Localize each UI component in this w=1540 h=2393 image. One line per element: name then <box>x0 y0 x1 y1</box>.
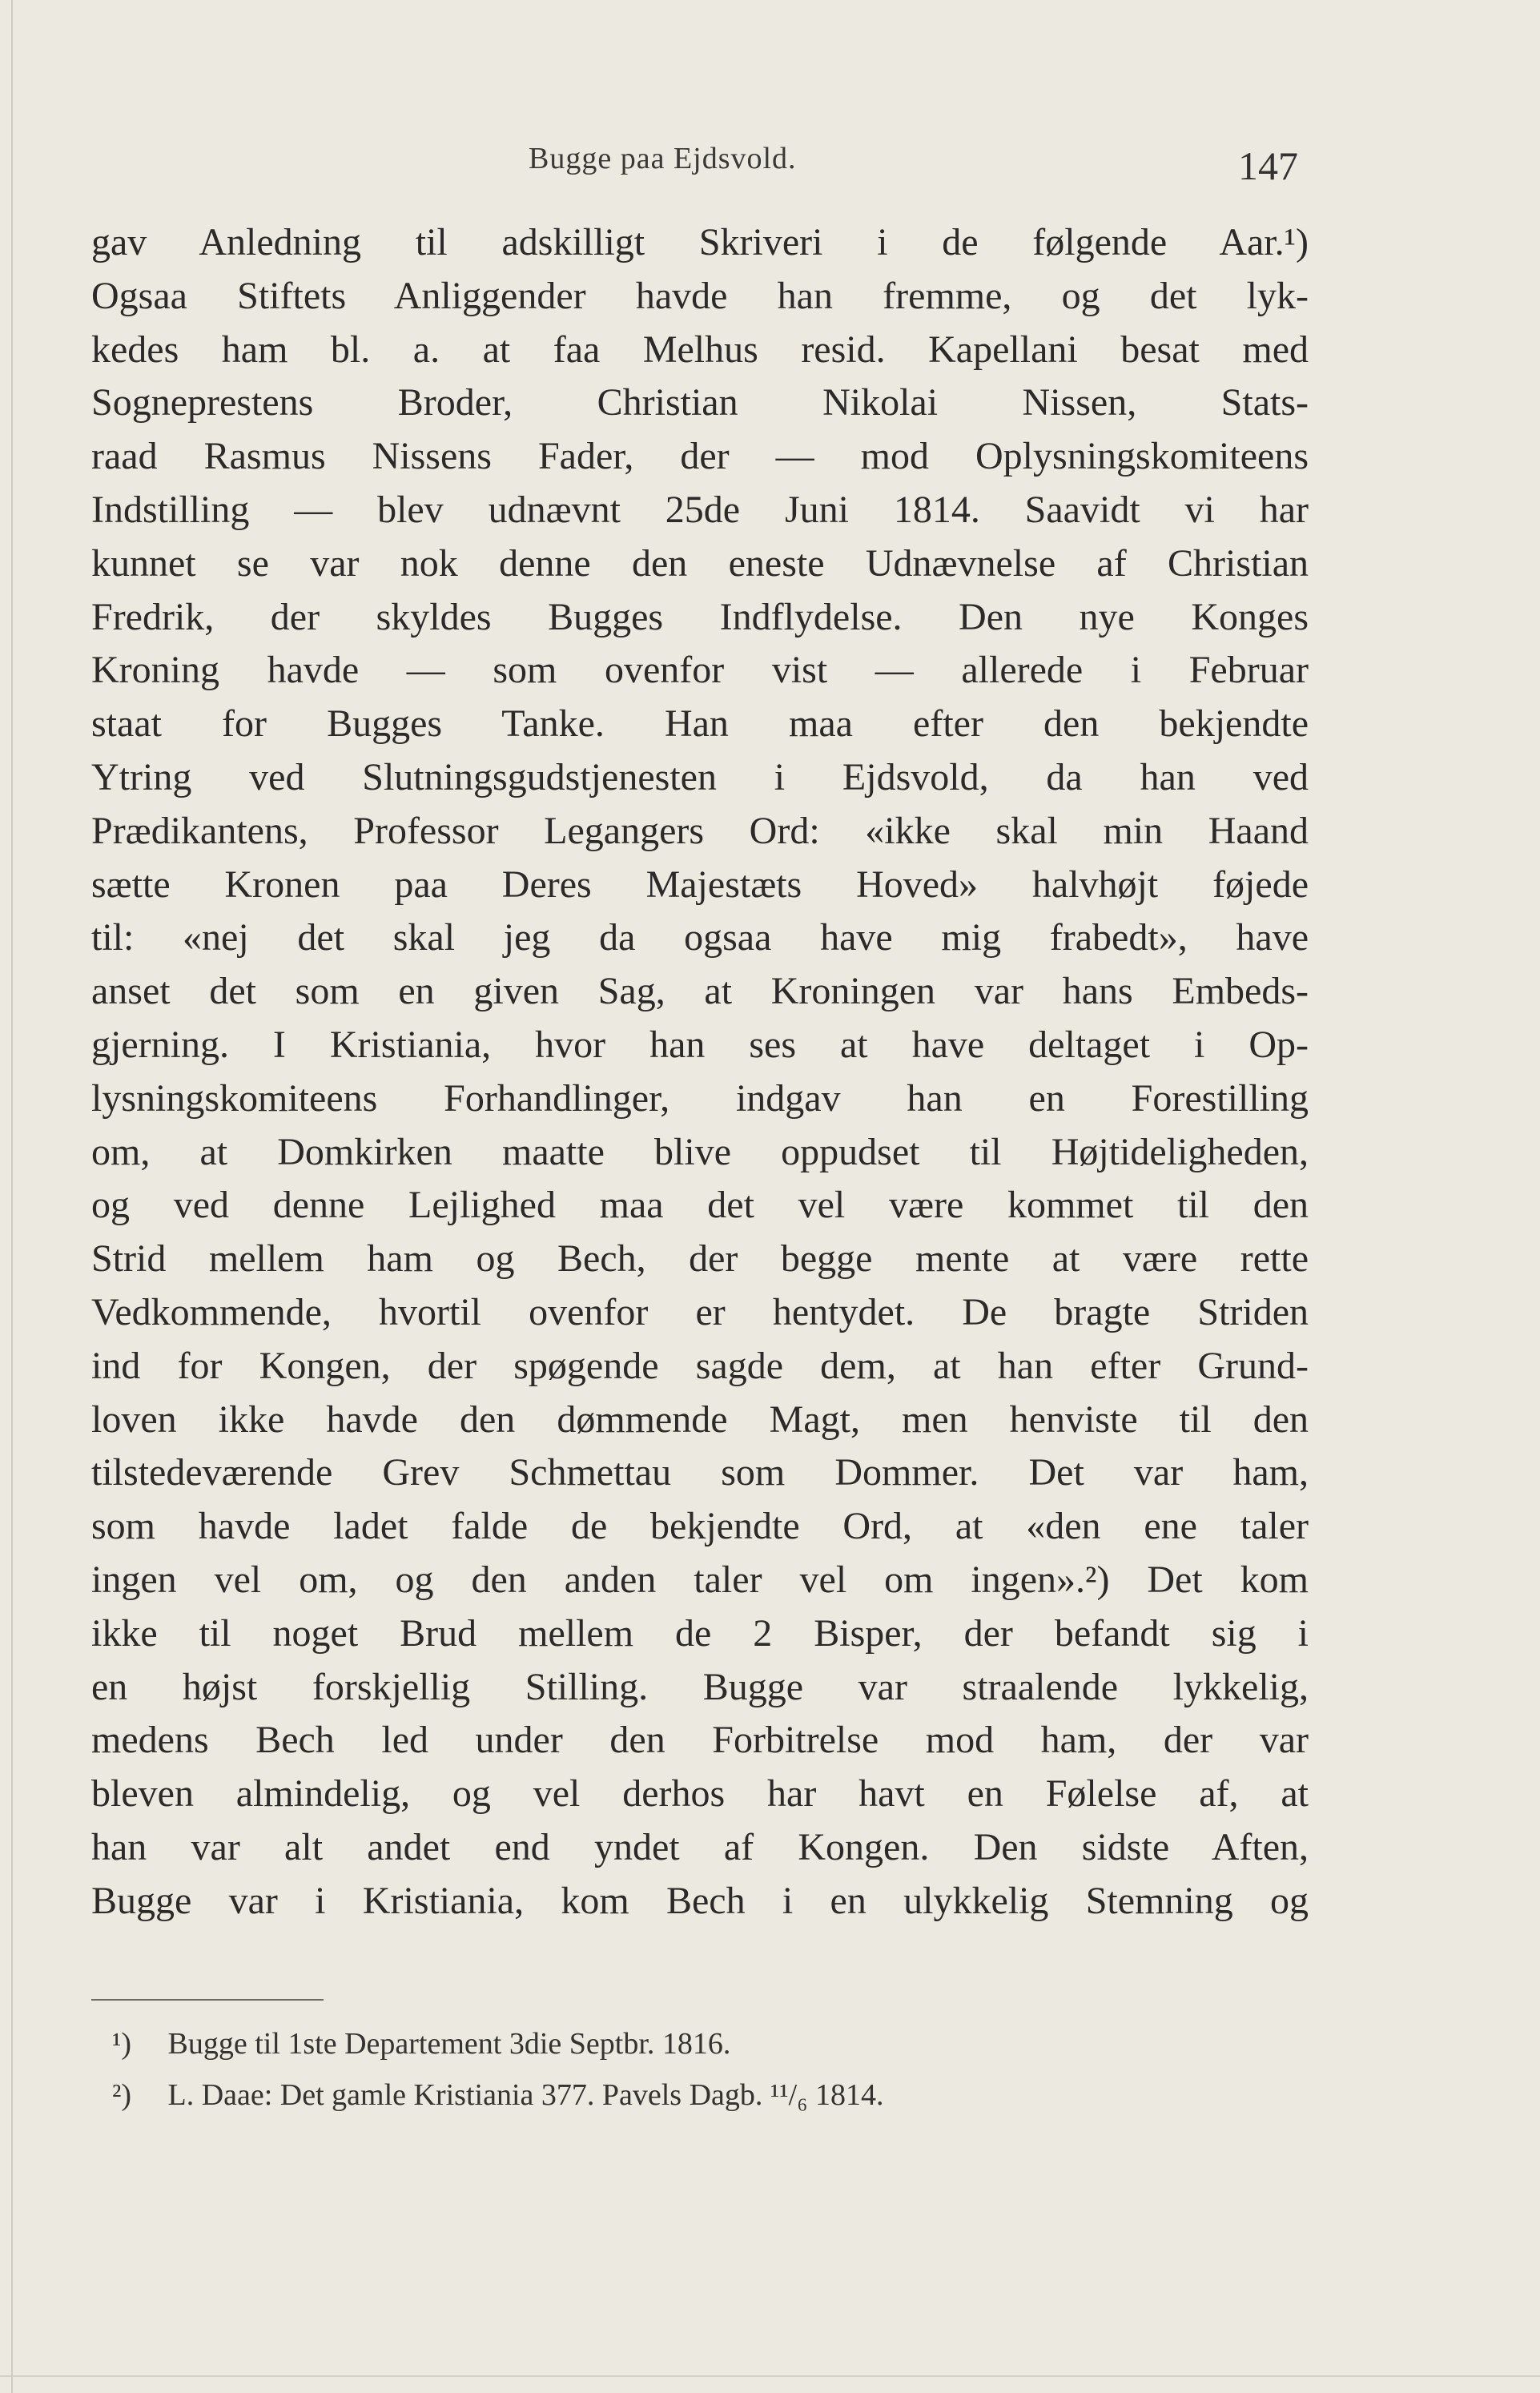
text-line: en højst forskjellig Stilling. Bugge var straalende lykkelig, <box>91 1665 1309 1708</box>
text-line: om, at Domkirken maatte blive oppudset til Højtideligheden, <box>91 1130 1309 1173</box>
text-line: gav Anledning til adskilligt Skriveri i de følgende Aar.¹) <box>91 221 1309 263</box>
page-edge-line <box>11 0 13 2393</box>
text-line: han var alt andet end yndet af Kongen. Den sidste Aften, <box>91 1825 1309 1868</box>
running-head <box>0 135 1540 188</box>
text-line: som havde ladet falde de bekjendte Ord, at «den ene taler <box>91 1505 1309 1548</box>
page-bottom-edge <box>0 2375 1540 2377</box>
text-line: ind for Kongen, der spøgende sagde dem, at han efter Grund- <box>91 1344 1309 1387</box>
footnote-text: L. Daae: Det gamle Kristiania 377. Pavels Dagb. ¹¹/₆ 1814. <box>167 2078 884 2112</box>
running-title: Bugge paa Ejdsvold. <box>529 142 797 175</box>
text-line: Indstilling — blev udnævnt 25de Juni 1814. Saavidt vi har <box>91 488 1309 531</box>
footnotes <box>112 2018 1233 2121</box>
text-line: Sogneprestens Broder, Christian Nikolai Nissen, Stats- <box>91 381 1309 424</box>
text-line: til: «nej det skal jeg da ogsaa have mig frabedt», have <box>91 916 1309 959</box>
footnote <box>112 2069 1233 2121</box>
text-line: Ytring ved Slutningsgudstjenesten i Ejdsvold, da han ved <box>91 755 1309 798</box>
text-line: ikke til noget Brud mellem de 2 Bisper, der befandt sig i <box>91 1611 1309 1655</box>
text-line: kedes ham bl. a. at faa Melhus resid. Kapellani besat med <box>91 328 1309 371</box>
text-line: Strid mellem ham og Bech, der begge mente at være rette <box>91 1237 1309 1281</box>
footnote-mark: ²) <box>112 2078 132 2112</box>
text-line: bleven almindelig, og vel derhos har havt en Følelse af, at <box>91 1772 1309 1816</box>
text-line: raad Rasmus Nissens Fader, der — mod Oplysningskomiteens <box>91 435 1309 478</box>
footnote-mark: ¹) <box>112 2027 132 2061</box>
body-text <box>91 216 1309 1928</box>
text-line: Vedkommende, hvortil ovenfor er hentydet. De bragte Striden <box>91 1290 1309 1333</box>
footnote <box>112 2018 1233 2069</box>
text-line: Fredrik, der skyldes Bugges Indflydelse. Den nye Konges <box>91 595 1309 638</box>
text-line: Ogsaa Stiftets Anliggender havde han fremme, og det lyk- <box>91 274 1309 317</box>
text-line: tilstedeværende Grev Schmettau som Dommer. Det var ham, <box>91 1451 1309 1494</box>
footnote-text: Bugge til 1ste Departement 3die Septbr. 1816. <box>167 2027 731 2061</box>
text-line: sætte Kronen paa Deres Majestæts Hoved» halvhøjt føjede <box>91 863 1309 906</box>
text-line: ingen vel om, og den anden taler vel om ingen».²) Det kom <box>91 1558 1309 1601</box>
page-number: 147 <box>1238 143 1298 188</box>
text-line: anset det som en given Sag, at Kroningen var hans Embeds- <box>91 970 1309 1013</box>
text-line: og ved denne Lejlighed maa det vel være kommet til den <box>91 1184 1309 1227</box>
text-line: lysningskomiteens Forhandlinger, indgav han en Forestilling <box>91 1076 1309 1120</box>
text-line: Kroning havde — som ovenfor vist — allerede i Februar <box>91 649 1309 692</box>
text-line: staat for Bugges Tanke. Han maa efter den bekjendte <box>91 702 1309 746</box>
text-line: loven ikke havde den dømmende Magt, men henviste til den <box>91 1398 1309 1441</box>
text-line: kunnet se var nok denne den eneste Udnævnelse af Christian <box>91 541 1309 585</box>
text-line: Bugge var i Kristiania, kom Bech i en ulykkelig Stemning og <box>91 1879 1309 1922</box>
footnote-rule <box>91 1999 324 2001</box>
text-line: medens Bech led under den Forbitrelse mod ham, der var <box>91 1719 1309 1762</box>
text-line: gjerning. I Kristiania, hvor han ses at have deltaget i Op- <box>91 1023 1309 1066</box>
text-line: Prædikantens, Professor Legangers Ord: «ikke skal min Haand <box>91 809 1309 852</box>
